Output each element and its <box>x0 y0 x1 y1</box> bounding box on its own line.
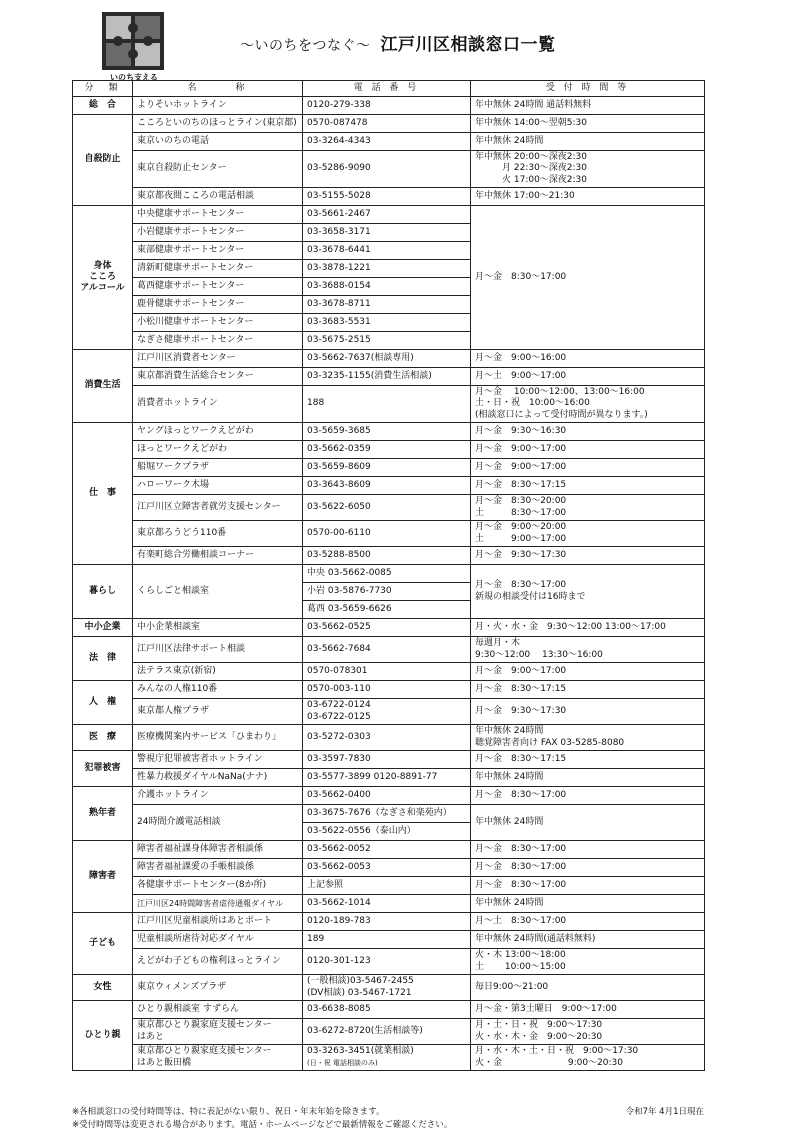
table-row <box>73 877 705 895</box>
phone-number <box>303 787 471 805</box>
service-name: よりそいホットライン <box>133 97 303 115</box>
reception-hours: 年中無休 17:00〜21:30 <box>471 188 705 206</box>
table-row <box>73 368 705 386</box>
reception-hours: 月〜金 8:30〜17:15 <box>471 751 705 769</box>
reception-hours: 月〜金 9:00〜20:00 土 9:00〜17:00 <box>471 521 705 547</box>
service-name: 中小企業相談室 <box>133 619 303 637</box>
phone-number: 葛西 03-5659-6626 <box>303 601 471 619</box>
table-row <box>73 350 705 368</box>
phone-number <box>303 423 471 441</box>
footer-notes <box>72 1106 712 1132</box>
phone-number-text: 0570-078301 <box>307 665 368 676</box>
service-name: 24時間介護電話相談 <box>133 805 303 841</box>
phone-number-text: 0120-189-783 <box>307 915 371 926</box>
table-row <box>73 477 705 495</box>
table-row <box>73 97 705 115</box>
reception-hours: 火・木 13:00〜18:00 土 10:00〜15:00 <box>471 949 705 975</box>
category-cell: ひとり親 <box>73 1001 133 1071</box>
reception-hours: 月〜金 8:30〜17:15 <box>471 477 705 495</box>
phone-number <box>303 224 471 242</box>
reception-hours: 年中無休 20:00〜深夜2:30 月 22:30〜深夜2:30 火 17:00〜深夜2:30 <box>471 151 705 188</box>
service-name: 各健康サポートセンター(8か所) <box>133 877 303 895</box>
service-name: みんなの人権110番 <box>133 681 303 699</box>
phone-number-text: 0570-00-6110 <box>307 527 371 538</box>
phone-number-text: 03-5662-7684 <box>307 643 371 654</box>
logo-caption: いのち支える <box>110 73 158 82</box>
reception-hours: 月〜金 8:30〜17:00 <box>471 787 705 805</box>
phone-number <box>303 133 471 151</box>
table-row <box>73 495 705 521</box>
phone-number-text: 03-3235-1155(消費生活相談) <box>307 370 432 381</box>
phone-number-text: 03-3264-4343 <box>307 135 371 146</box>
service-name: 船堀ワークプラザ <box>133 459 303 477</box>
phone-number <box>303 521 471 547</box>
phone-number <box>303 332 471 350</box>
table-row <box>73 188 705 206</box>
reception-hours: 月〜土 9:00〜17:00 <box>471 368 705 386</box>
reception-hours: 月〜金 9:00〜17:00 <box>471 441 705 459</box>
table-row <box>73 115 705 133</box>
phone-number <box>303 242 471 260</box>
logo-icon <box>102 12 164 70</box>
reception-hours: 年中無休 14:00〜翌朝5:30 <box>471 115 705 133</box>
reception-hours: 月〜金 8:30〜17:15 <box>471 681 705 699</box>
phone-number: 03-5622-0556（泰山内） <box>303 823 471 841</box>
table-row <box>73 386 705 423</box>
category-cell: 法 律 <box>73 637 133 681</box>
phone-number <box>303 637 471 663</box>
table-row <box>73 913 705 931</box>
service-name: 障害者福祉課身体障害者相談係 <box>133 841 303 859</box>
phone-number <box>303 547 471 565</box>
phone-number <box>303 314 471 332</box>
reception-hours: 月・水・木・土・日・祝 9:00〜17:30 火・金 9:00〜20:30 <box>471 1045 705 1071</box>
table-row <box>73 975 705 1001</box>
phone-number <box>303 350 471 368</box>
col-header-tel: 電 話 番 号 <box>303 81 471 97</box>
phone-number <box>303 975 471 1001</box>
table-header-row <box>73 81 705 97</box>
phone-number <box>303 260 471 278</box>
phone-number-text: (一般相談)03-5467-2455 (DV相談) 03-5467-1721 <box>307 976 414 998</box>
phone-number <box>303 188 471 206</box>
phone-number <box>303 441 471 459</box>
table-row <box>73 699 705 725</box>
category-cell: 犯罪被害 <box>73 751 133 787</box>
table-row <box>73 681 705 699</box>
category-cell: 医 療 <box>73 725 133 751</box>
service-name: ヤングほっとワークえどがわ <box>133 423 303 441</box>
category-cell: 身体 こころ アルコール <box>73 206 133 350</box>
service-name: 東京いのちの電話 <box>133 133 303 151</box>
service-name: 江戸川区立障害者就労支援センター <box>133 495 303 521</box>
reception-hours: 年中無休 24時間 聴覚障害者向け FAX 03-5285-8080 <box>471 725 705 751</box>
phone-number <box>303 681 471 699</box>
phone-number <box>303 859 471 877</box>
category-cell: 仕 事 <box>73 423 133 565</box>
col-header-name: 名 称 <box>133 81 303 97</box>
table-row <box>73 769 705 787</box>
service-name: ハローワーク木場 <box>133 477 303 495</box>
table-row <box>73 459 705 477</box>
phone-number <box>303 368 471 386</box>
service-name: 東京ウィメンズプラザ <box>133 975 303 1001</box>
phone-number <box>303 619 471 637</box>
phone-number <box>303 206 471 224</box>
table-row <box>73 637 705 663</box>
service-name: 東部健康サポートセンター <box>133 242 303 260</box>
service-name: 有楽町総合労働相談コーナー <box>133 547 303 565</box>
category-cell: 女性 <box>73 975 133 1001</box>
phone-number <box>303 725 471 751</box>
table-row <box>73 931 705 949</box>
phone-number-text: 03-3643-8609 <box>307 479 371 490</box>
note-line: ※各相談窓口の受付時間等は、特に表記がない限り、祝日・年末年始を除きます。 <box>72 1107 385 1117</box>
category-cell: 暮らし <box>73 565 133 619</box>
service-name: 東京都夜間こころの電話相談 <box>133 188 303 206</box>
phone-number: 小岩 03-5876-7730 <box>303 583 471 601</box>
phone-number <box>303 459 471 477</box>
phone-number-text: 03-5286-9090 <box>307 163 371 174</box>
phone-number-text: 03-3678-8711 <box>307 298 371 309</box>
table-row <box>73 895 705 913</box>
service-name: 中央健康サポートセンター <box>133 206 303 224</box>
col-header-category: 分 類 <box>73 81 133 97</box>
reception-hours: 月〜金 8:30〜17:00 <box>471 841 705 859</box>
consultation-table <box>72 80 705 1071</box>
category-cell: 消費生活 <box>73 350 133 423</box>
table-row <box>73 751 705 769</box>
phone-number <box>303 477 471 495</box>
phone-number-text: 03-3878-1221 <box>307 262 371 273</box>
service-name: 児童相談所虐待対応ダイヤル <box>133 931 303 949</box>
phone-number-text: 03-5662-0359 <box>307 443 371 454</box>
service-name: 江戸川区24時間障害者虐待通報ダイヤル <box>133 895 303 913</box>
phone-number-text: 03-3597-7830 <box>307 753 371 764</box>
phone-number-text: 03-6638-8085 <box>307 1003 371 1014</box>
service-name: 鹿骨健康サポートセンター <box>133 296 303 314</box>
table-row <box>73 949 705 975</box>
table-row <box>73 1045 705 1071</box>
service-name: 清新町健康サポートセンター <box>133 260 303 278</box>
reception-hours: 月〜金 9:00〜16:00 <box>471 350 705 368</box>
phone-number <box>303 151 471 188</box>
phone-number-text: 03-5659-8609 <box>307 461 371 472</box>
reception-hours: 月・土・日・祝 9:00〜17:30 火・水・木・金 9:00〜20:30 <box>471 1019 705 1045</box>
phone-number-text: 03-5622-6050 <box>307 501 371 512</box>
table-row <box>73 619 705 637</box>
phone-number-text: 03-5659-3685 <box>307 425 371 436</box>
service-name: 東京都ろうどう110番 <box>133 521 303 547</box>
phone-number-text: 03-3683-5531 <box>307 316 371 327</box>
service-name: 東京都人権プラザ <box>133 699 303 725</box>
table-row <box>73 841 705 859</box>
phone-number-text: 03-5662-1014 <box>307 897 371 908</box>
service-name: 医療機関案内サービス「ひまわり」 <box>133 725 303 751</box>
service-name: 江戸川区児童相談所はあとポート <box>133 913 303 931</box>
reception-hours: 月〜金 8:30〜17:00 <box>471 859 705 877</box>
phone-note: (日・祝 電話相談のみ) <box>307 1058 378 1067</box>
reception-hours: 月〜金 10:00〜12:00、13:00〜16:00 土・日・祝 10:00〜16:00 (相談窓口によって受付時間が異なります。) <box>471 386 705 423</box>
service-name: 性暴力救援ダイヤルNaNa(ナナ) <box>133 769 303 787</box>
service-name: 小岩健康サポートセンター <box>133 224 303 242</box>
service-name: 消費者ホットライン <box>133 386 303 423</box>
reception-hours: 月〜金 9:30〜16:30 <box>471 423 705 441</box>
reception-hours: 月〜金 9:30〜17:30 <box>471 699 705 725</box>
table-row <box>73 663 705 681</box>
phone-number-text: 03-3263-3451(就業相談) <box>307 1046 414 1057</box>
phone-number <box>303 495 471 521</box>
table-row <box>73 423 705 441</box>
phone-number-text: 03-5675-2515 <box>307 334 371 345</box>
category-cell: 人 権 <box>73 681 133 725</box>
reception-hours: 月〜土 8:30〜17:00 <box>471 913 705 931</box>
reception-hours: 月〜金・第3土曜日 9:00〜17:00 <box>471 1001 705 1019</box>
phone-number-text: 03-6722-0124 03-6722-0125 <box>307 700 371 722</box>
reception-hours: 月〜金 8:30〜20:00 土 8:30〜17:00 <box>471 495 705 521</box>
service-name: くらしごと相談室 <box>133 565 303 619</box>
phone-number-text: 03-5272-0303 <box>307 731 371 742</box>
title-prefix: 〜いのちをつなぐ〜 <box>240 38 371 54</box>
phone-number <box>303 296 471 314</box>
reception-hours: 月〜金 9:30〜17:30 <box>471 547 705 565</box>
phone-number-text: 03-3688-0154 <box>307 280 371 291</box>
phone-number-text: 189 <box>307 933 325 944</box>
phone-number <box>303 1001 471 1019</box>
reception-hours: 月・火・水・金 9:30〜12:00 13:00〜17:00 <box>471 619 705 637</box>
service-name: 東京自殺防止センター <box>133 151 303 188</box>
service-name: 東京都ひとり親家庭支援センター はあと飯田橋 <box>133 1045 303 1071</box>
title-main: 江戸川区相談窓口一覧 <box>380 35 556 55</box>
phone-number-text: 03-6272-8720(生活相談等) <box>307 1025 423 1036</box>
category-cell: 自殺防止 <box>73 115 133 206</box>
phone-number-text: 03-5662-0400 <box>307 789 371 800</box>
service-name: ほっとワークえどがわ <box>133 441 303 459</box>
reception-hours: 毎週月・木 9:30〜12:00 13:30〜16:00 <box>471 637 705 663</box>
phone-number-text: 03-5288-8500 <box>307 549 371 560</box>
category-cell: 熟年者 <box>73 787 133 841</box>
phone-number-text: 03-5577-3899 0120-8891-77 <box>307 771 438 782</box>
reception-hours: 月〜金 8:30〜17:00 <box>471 206 705 350</box>
table-row <box>73 805 705 823</box>
phone-number <box>303 913 471 931</box>
phone-number-text: 188 <box>307 398 325 409</box>
table-row <box>73 441 705 459</box>
phone-number-text: 03-5155-5028 <box>307 190 371 201</box>
phone-number: 中央 03-5662-0085 <box>303 565 471 583</box>
phone-number-text: 0570-003-110 <box>307 683 371 694</box>
service-name: 江戸川区法律サポート相談 <box>133 637 303 663</box>
table-row <box>73 725 705 751</box>
service-name: こころといのちのほっとライン(東京都) <box>133 115 303 133</box>
reception-hours: 月〜金 9:00〜17:00 <box>471 663 705 681</box>
table-row <box>73 1019 705 1045</box>
phone-number-text: 03-3678-6441 <box>307 244 371 255</box>
table-row <box>73 1001 705 1019</box>
service-name: 障害者福祉課愛の手帳相談係 <box>133 859 303 877</box>
col-header-hours: 受 付 時 間 等 <box>471 81 705 97</box>
reception-hours: 年中無休 24時間 <box>471 805 705 841</box>
reception-hours: 年中無休 24時間 <box>471 133 705 151</box>
phone-number <box>303 1019 471 1045</box>
phone-number-text: 0570-087478 <box>307 117 368 128</box>
phone-number <box>303 751 471 769</box>
service-name: ひとり親相談室 すずらん <box>133 1001 303 1019</box>
phone-number <box>303 97 471 115</box>
reception-hours: 年中無休 24時間 通話料無料 <box>471 97 705 115</box>
phone-number <box>303 1045 471 1071</box>
service-name: 小松川健康サポートセンター <box>133 314 303 332</box>
service-name: 東京都消費生活総合センター <box>133 368 303 386</box>
reception-hours: 年中無休 24時間 <box>471 895 705 913</box>
phone-number <box>303 115 471 133</box>
reception-hours: 年中無休 24時間 <box>471 769 705 787</box>
service-name: 葛西健康サポートセンター <box>133 278 303 296</box>
reception-hours: 年中無休 24時間(通話料無料) <box>471 931 705 949</box>
service-name: 介護ホットライン <box>133 787 303 805</box>
service-name: えどがわ子どもの権利ほっとライン <box>133 949 303 975</box>
table-row <box>73 547 705 565</box>
phone-number-text: 03-3658-3171 <box>307 226 371 237</box>
category-cell: 中小企業 <box>73 619 133 637</box>
category-cell: 総 合 <box>73 97 133 115</box>
service-name: なぎさ健康サポートセンター <box>133 332 303 350</box>
page-title <box>240 30 556 55</box>
as-of-date: 令和7年 4月1日現在 <box>625 1107 704 1117</box>
phone-number <box>303 841 471 859</box>
phone-number <box>303 386 471 423</box>
reception-hours: 月〜金 8:30〜17:00 新規の相談受付は16時まで <box>471 565 705 619</box>
category-cell: 障害者 <box>73 841 133 913</box>
phone-number-text: 03-5662-0525 <box>307 621 371 632</box>
phone-number <box>303 949 471 975</box>
phone-number <box>303 769 471 787</box>
table-row <box>73 521 705 547</box>
table-row <box>73 859 705 877</box>
phone-number <box>303 895 471 913</box>
note-line: ※受付時間等は変更される場合があります。電話・ホームページなどで最新情報をご確認ください。 <box>72 1120 453 1130</box>
phone-number-text: 0120-279-338 <box>307 99 371 110</box>
phone-number <box>303 931 471 949</box>
reception-hours: 毎日9:00〜21:00 <box>471 975 705 1001</box>
phone-number-text: 03-5662-7637(相談専用) <box>307 352 414 363</box>
reception-hours: 月〜金 9:00〜17:00 <box>471 459 705 477</box>
phone-number-text: 03-5662-0052 <box>307 843 371 854</box>
phone-number <box>303 699 471 725</box>
phone-number-text: 03-5661-2467 <box>307 208 371 219</box>
phone-number-text: 上記参照 <box>307 879 344 890</box>
phone-number-text: 0120-301-123 <box>307 955 371 966</box>
table-row <box>73 565 705 583</box>
reception-hours: 月〜金 8:30〜17:00 <box>471 877 705 895</box>
service-name: 法テラス東京(新宿) <box>133 663 303 681</box>
category-cell: 子ども <box>73 913 133 975</box>
service-name: 江戸川区消費者センター <box>133 350 303 368</box>
phone-number-text: 03-5662-0053 <box>307 861 371 872</box>
service-name: 警視庁犯罪被害者ホットライン <box>133 751 303 769</box>
phone-number <box>303 663 471 681</box>
table-row <box>73 787 705 805</box>
service-name: 東京都ひとり親家庭支援センター はあと <box>133 1019 303 1045</box>
phone-number <box>303 877 471 895</box>
phone-number: 03-3675-7676（なぎさ和楽苑内） <box>303 805 471 823</box>
table-row <box>73 206 705 224</box>
table-row <box>73 151 705 188</box>
phone-number <box>303 278 471 296</box>
table-row <box>73 133 705 151</box>
